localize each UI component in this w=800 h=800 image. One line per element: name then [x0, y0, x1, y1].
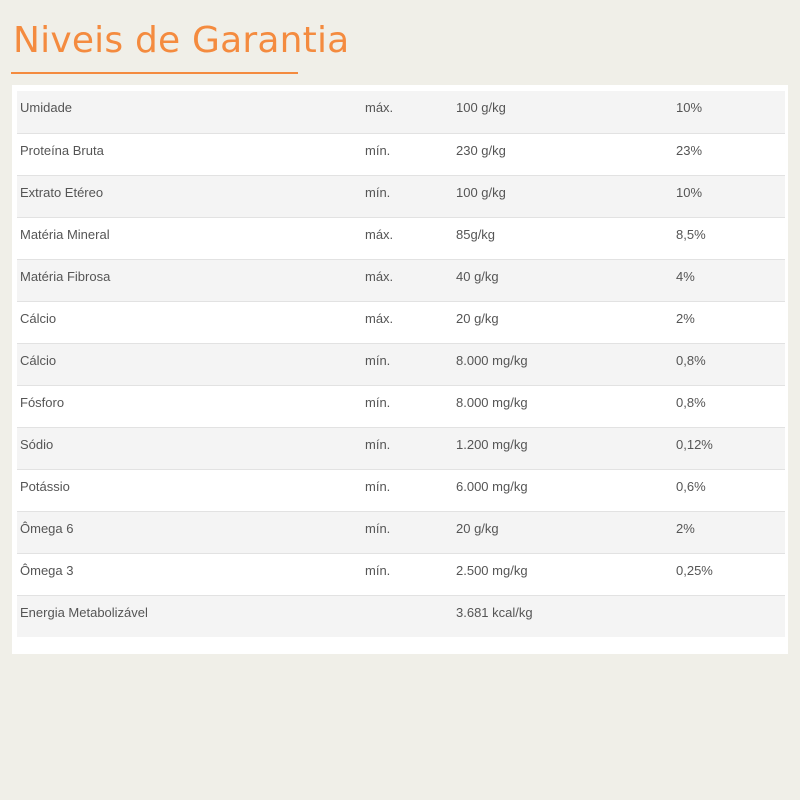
- percent-cell: 8,5%: [673, 217, 785, 259]
- nutrient-cell: Extrato Etéreo: [17, 175, 362, 217]
- nutrient-cell: Matéria Mineral: [17, 217, 362, 259]
- table-row: [17, 427, 785, 469]
- table-row: [17, 511, 785, 553]
- table-row: [17, 553, 785, 595]
- table-row: [17, 385, 785, 427]
- percent-cell: 0,8%: [673, 343, 785, 385]
- table-row: [17, 595, 785, 637]
- amount-cell: 20 g/kg: [453, 511, 673, 553]
- percent-cell: 2%: [673, 511, 785, 553]
- limit-cell: mín.: [362, 469, 453, 511]
- amount-cell: 2.500 mg/kg: [453, 553, 673, 595]
- amount-cell: 8.000 mg/kg: [453, 385, 673, 427]
- table-row: [17, 217, 785, 259]
- amount-cell: 20 g/kg: [453, 301, 673, 343]
- limit-cell: mín.: [362, 553, 453, 595]
- table-row: [17, 301, 785, 343]
- limit-cell: mín.: [362, 511, 453, 553]
- limit-cell: mín.: [362, 175, 453, 217]
- nutrient-cell: Ômega 6: [17, 511, 362, 553]
- nutrient-cell: Energia Metabolizável: [17, 595, 362, 637]
- percent-cell: [673, 595, 785, 637]
- limit-cell: máx.: [362, 217, 453, 259]
- nutrient-cell: Umidade: [17, 91, 362, 133]
- amount-cell: 230 g/kg: [453, 133, 673, 175]
- page-title: Niveis de Garantia: [13, 20, 350, 61]
- amount-cell: 3.681 kcal/kg: [453, 595, 673, 637]
- table-row: [17, 469, 785, 511]
- limit-cell: mín.: [362, 133, 453, 175]
- amount-cell: 8.000 mg/kg: [453, 343, 673, 385]
- nutrient-cell: Fósforo: [17, 385, 362, 427]
- guarantee-table-panel: [12, 85, 788, 654]
- nutrient-cell: Ômega 3: [17, 553, 362, 595]
- amount-cell: 100 g/kg: [453, 175, 673, 217]
- amount-cell: 40 g/kg: [453, 259, 673, 301]
- limit-cell: máx.: [362, 91, 453, 133]
- percent-cell: 10%: [673, 91, 785, 133]
- percent-cell: 23%: [673, 133, 785, 175]
- amount-cell: 85g/kg: [453, 217, 673, 259]
- limit-cell: máx.: [362, 259, 453, 301]
- percent-cell: 0,12%: [673, 427, 785, 469]
- table-row: [17, 133, 785, 175]
- limit-cell: máx.: [362, 301, 453, 343]
- limit-cell: [362, 595, 453, 637]
- table-row: [17, 343, 785, 385]
- table-row: [17, 175, 785, 217]
- limit-cell: mín.: [362, 427, 453, 469]
- percent-cell: 2%: [673, 301, 785, 343]
- amount-cell: 1.200 mg/kg: [453, 427, 673, 469]
- percent-cell: 4%: [673, 259, 785, 301]
- amount-cell: 6.000 mg/kg: [453, 469, 673, 511]
- percent-cell: 10%: [673, 175, 785, 217]
- amount-cell: 100 g/kg: [453, 91, 673, 133]
- limit-cell: mín.: [362, 343, 453, 385]
- guarantee-table: [17, 91, 785, 637]
- table-row: [17, 259, 785, 301]
- nutrient-cell: Sódio: [17, 427, 362, 469]
- nutrient-cell: Matéria Fibrosa: [17, 259, 362, 301]
- title-underline: [11, 72, 298, 74]
- limit-cell: mín.: [362, 385, 453, 427]
- percent-cell: 0,6%: [673, 469, 785, 511]
- table-row: [17, 91, 785, 133]
- percent-cell: 0,8%: [673, 385, 785, 427]
- nutrient-cell: Proteína Bruta: [17, 133, 362, 175]
- nutrient-cell: Potássio: [17, 469, 362, 511]
- nutrient-cell: Cálcio: [17, 301, 362, 343]
- percent-cell: 0,25%: [673, 553, 785, 595]
- nutrient-cell: Cálcio: [17, 343, 362, 385]
